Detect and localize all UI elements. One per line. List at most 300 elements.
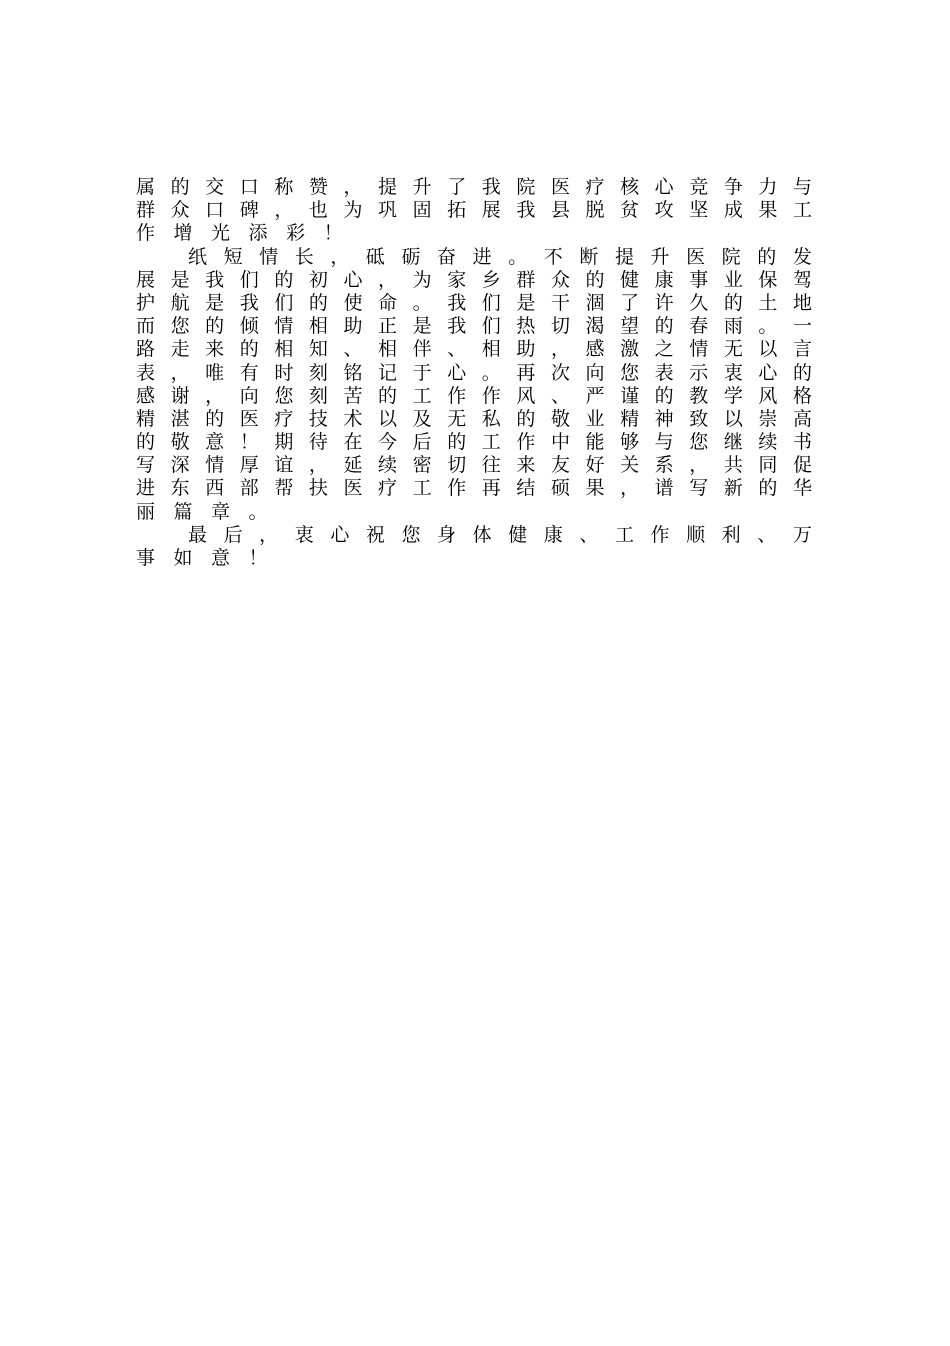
text-char: 、	[550, 384, 570, 407]
text-line	[136, 222, 812, 245]
text-char: 以	[758, 338, 778, 361]
text-char: 再	[516, 361, 536, 384]
text-char: 精	[136, 407, 156, 430]
text-char: 伴	[412, 338, 432, 361]
text-char: 家	[447, 268, 467, 291]
text-char: ，	[343, 176, 363, 198]
text-char: 我	[447, 315, 467, 338]
text-char: 情	[274, 315, 294, 338]
text-char: 感	[136, 384, 156, 407]
text-char: 好	[585, 454, 605, 477]
text-char: 、	[757, 523, 777, 546]
text-char: 核	[620, 176, 640, 198]
text-char: 之	[654, 338, 674, 361]
closing-line	[136, 524, 812, 547]
text-char: ，	[378, 268, 398, 291]
text-char: 学	[723, 384, 743, 407]
text-char: 为	[343, 199, 363, 222]
text-line	[136, 269, 812, 292]
text-char: ，	[550, 338, 570, 361]
text-char: 厚	[239, 454, 259, 477]
text-char: 崇	[758, 407, 778, 430]
text-line	[136, 315, 812, 338]
text-char: 湛	[170, 407, 190, 430]
text-char: 刻	[308, 384, 328, 407]
text-char: 西	[205, 477, 225, 500]
text-char: 。	[758, 315, 778, 338]
text-char: 奋	[437, 245, 457, 268]
text-char: 心	[330, 523, 350, 546]
text-char: 及	[412, 407, 432, 430]
text-char: 竞	[689, 176, 709, 198]
text-char: 您	[620, 361, 640, 384]
text-char: 使	[343, 291, 363, 314]
text-char: 关	[620, 454, 640, 477]
text-char: 争	[723, 176, 743, 198]
text-char: 展	[481, 199, 501, 222]
text-char: 康	[654, 268, 674, 291]
text-char: 属	[136, 176, 156, 198]
text-char: 延	[343, 454, 363, 477]
text-char: 贫	[620, 199, 640, 222]
text-char: 够	[620, 431, 640, 454]
text-char: ，	[205, 384, 225, 407]
text-char: 篇	[173, 500, 193, 523]
text-char: 我	[447, 291, 467, 314]
text-char: 众	[550, 268, 570, 291]
text-char: 地	[792, 291, 812, 314]
text-char: 固	[412, 199, 432, 222]
text-char: 作	[136, 222, 156, 245]
text-char: ，	[259, 523, 279, 546]
text-char: 的	[792, 361, 812, 384]
text-char: 以	[378, 407, 398, 430]
text-char: 疗	[585, 176, 605, 198]
text-char: 心	[654, 176, 674, 198]
text-char: 走	[170, 338, 190, 361]
text-char: 切	[550, 315, 570, 338]
text-char: 事	[689, 268, 709, 291]
text-char: 作	[650, 523, 670, 546]
text-char: 身	[437, 523, 457, 546]
text-char: 果	[758, 199, 778, 222]
text-char: 为	[412, 268, 432, 291]
text-char: 的	[516, 407, 536, 430]
text-char: 助	[343, 315, 363, 338]
text-char: 情	[259, 245, 279, 268]
text-char: 。	[412, 291, 432, 314]
text-char: 坚	[689, 199, 709, 222]
text-char: 航	[170, 291, 190, 314]
text-char: 意	[211, 547, 231, 569]
text-char: 继	[723, 431, 743, 454]
text-char: 的	[654, 315, 674, 338]
text-char: 铭	[343, 361, 363, 384]
text-char: ，	[620, 477, 640, 500]
text-char: 今	[378, 431, 398, 454]
text-char: 的	[205, 407, 225, 430]
text-char: 次	[550, 361, 570, 384]
text-char: 的	[274, 268, 294, 291]
text-char: 向	[585, 361, 605, 384]
text-char: 唯	[205, 361, 225, 384]
text-char: 以	[723, 407, 743, 430]
text-char: 医	[343, 477, 363, 500]
text-char: 如	[173, 547, 193, 569]
text-char: 相	[378, 338, 398, 361]
text-char: 致	[689, 407, 709, 430]
text-char: 断	[579, 245, 599, 268]
text-char: 升	[650, 245, 670, 268]
text-char: 光	[211, 222, 231, 245]
text-char: 称	[274, 176, 294, 198]
text-char: ！	[323, 222, 343, 245]
letter-body	[136, 176, 812, 570]
text-char: 土	[758, 291, 778, 314]
text-char: 工	[412, 384, 432, 407]
text-char: 的	[205, 315, 225, 338]
text-char: 丽	[136, 500, 156, 523]
text-line	[136, 199, 812, 222]
text-char: 群	[516, 268, 536, 291]
text-char: 来	[516, 454, 536, 477]
text-char: 正	[378, 315, 398, 338]
text-char: 扶	[308, 477, 328, 500]
text-char: 心	[447, 361, 467, 384]
text-char: 您	[401, 523, 421, 546]
text-char: 密	[412, 454, 432, 477]
text-char: 帮	[274, 477, 294, 500]
text-char: 祝	[365, 523, 385, 546]
text-char: 无	[723, 338, 743, 361]
text-char: 也	[308, 199, 328, 222]
text-char: ，	[689, 454, 709, 477]
text-char: ，	[274, 199, 294, 222]
text-char: 院	[516, 176, 536, 198]
text-char: 刻	[308, 361, 328, 384]
text-char: 利	[721, 523, 741, 546]
text-char: 华	[792, 477, 812, 500]
text-char: 体	[472, 523, 492, 546]
text-char: 乡	[481, 268, 501, 291]
text-char: 赞	[308, 176, 328, 198]
text-char: 医	[239, 407, 259, 430]
text-char: 望	[620, 315, 640, 338]
text-char: 是	[205, 291, 225, 314]
text-char: 脱	[585, 199, 605, 222]
text-char: 力	[758, 176, 778, 198]
text-line	[136, 385, 812, 408]
text-char: 深	[170, 454, 190, 477]
text-char: 能	[585, 431, 605, 454]
text-char: 彩	[286, 222, 306, 245]
text-char: 相	[274, 338, 294, 361]
text-char: 苦	[343, 384, 363, 407]
text-char: 来	[205, 338, 225, 361]
text-char: 长	[294, 245, 314, 268]
text-char: 顺	[686, 523, 706, 546]
text-char: 久	[689, 291, 709, 314]
text-char: 衷	[294, 523, 314, 546]
text-char: 许	[654, 291, 674, 314]
text-char: 我	[205, 268, 225, 291]
text-char: 的	[585, 268, 605, 291]
closing-line-end	[136, 547, 812, 570]
text-char: 是	[170, 268, 190, 291]
text-char: 促	[792, 454, 812, 477]
text-char: 有	[239, 361, 259, 384]
text-char: 敬	[550, 407, 570, 430]
text-char: 的	[758, 477, 778, 500]
text-char: 示	[689, 361, 709, 384]
text-char: 风	[516, 384, 536, 407]
text-char: 口	[239, 176, 259, 198]
text-char: 春	[689, 315, 709, 338]
text-char: 向	[239, 384, 259, 407]
text-char: 果	[585, 477, 605, 500]
text-char: 硕	[550, 477, 570, 500]
text-char: 、	[343, 338, 363, 361]
text-char: 知	[308, 338, 328, 361]
text-char: 切	[447, 454, 467, 477]
text-char: 书	[792, 431, 812, 454]
text-char: 与	[654, 431, 674, 454]
text-char: 表	[136, 361, 156, 384]
text-char: 格	[792, 384, 812, 407]
text-char: 升	[412, 176, 432, 198]
text-char: 不	[543, 245, 563, 268]
text-char: 心	[343, 268, 363, 291]
text-char: 业	[585, 407, 605, 430]
text-char: 的	[378, 384, 398, 407]
text-char: 万	[792, 523, 812, 546]
text-char: 一	[792, 315, 812, 338]
text-char: 砥	[365, 245, 385, 268]
text-char: 您	[689, 431, 709, 454]
text-char: 中	[550, 431, 570, 454]
text-char: 事	[136, 547, 156, 569]
text-char: 干	[550, 291, 570, 314]
text-char: 倾	[239, 315, 259, 338]
text-char: 同	[758, 454, 778, 477]
text-char: 情	[689, 338, 709, 361]
text-char: 期	[274, 431, 294, 454]
text-char: 作	[481, 384, 501, 407]
text-char: 的	[239, 338, 259, 361]
text-line	[136, 292, 812, 315]
text-line	[136, 477, 812, 500]
text-char: 短	[223, 245, 243, 268]
text-char: 。	[248, 500, 268, 523]
text-char: 再	[481, 477, 501, 500]
text-char: 工	[614, 523, 634, 546]
paragraph-start-line	[136, 246, 812, 269]
text-char: 作	[447, 477, 467, 500]
text-char: 无	[447, 407, 467, 430]
text-char: 新	[723, 477, 743, 500]
text-char: 我	[481, 176, 501, 198]
text-char: 路	[136, 338, 156, 361]
text-char: 激	[620, 338, 640, 361]
text-char: 医	[686, 245, 706, 268]
text-char: 疗	[378, 477, 398, 500]
text-char: 续	[758, 431, 778, 454]
text-char: 展	[136, 268, 156, 291]
text-char: 您	[170, 315, 190, 338]
text-char: 拓	[447, 199, 467, 222]
text-char: 工	[792, 199, 812, 222]
text-char: 。	[508, 245, 528, 268]
text-char: 进	[136, 477, 156, 500]
text-char: 谨	[620, 384, 640, 407]
text-char: 我	[239, 291, 259, 314]
text-char: 攻	[654, 199, 674, 222]
text-char: 涸	[585, 291, 605, 314]
text-char: 衷	[723, 361, 743, 384]
text-char: 众	[170, 199, 190, 222]
text-char: 的	[654, 384, 674, 407]
text-char: 表	[654, 361, 674, 384]
text-char: 风	[758, 384, 778, 407]
text-char: 工	[412, 477, 432, 500]
text-line	[136, 176, 812, 199]
text-char: 在	[343, 431, 363, 454]
text-char: 发	[792, 245, 812, 268]
text-char: 相	[308, 315, 328, 338]
text-char: 进	[472, 245, 492, 268]
text-char: 提	[378, 176, 398, 198]
text-line	[136, 338, 812, 361]
text-char: 我	[516, 199, 536, 222]
text-char: 您	[274, 384, 294, 407]
text-char: 们	[481, 315, 501, 338]
text-char: 谊	[274, 454, 294, 477]
text-char: 是	[516, 291, 536, 314]
text-char: 医	[550, 176, 570, 198]
text-char: 敬	[170, 431, 190, 454]
text-char: 的	[757, 245, 777, 268]
text-char: 院	[721, 245, 741, 268]
text-char: 写	[136, 454, 156, 477]
text-char: 健	[508, 523, 528, 546]
text-char: 作	[516, 431, 536, 454]
text-char: 意	[205, 431, 225, 454]
text-char: 精	[620, 407, 640, 430]
text-char: 纸	[188, 245, 208, 268]
text-char: 情	[205, 454, 225, 477]
text-char: 县	[550, 199, 570, 222]
text-char: 共	[723, 454, 743, 477]
text-char: 高	[792, 407, 812, 430]
text-char: 严	[585, 384, 605, 407]
text-char: 教	[689, 384, 709, 407]
text-char: 的	[308, 291, 328, 314]
text-char: 巩	[378, 199, 398, 222]
text-char: 增	[173, 222, 193, 245]
text-line	[136, 454, 812, 477]
text-char: ，	[330, 245, 350, 268]
text-char: 碑	[239, 199, 259, 222]
text-char: 的	[723, 291, 743, 314]
text-char: 了	[447, 176, 467, 198]
text-char: 的	[136, 431, 156, 454]
text-line	[136, 408, 812, 431]
text-char: 工	[481, 431, 501, 454]
text-char: 驾	[792, 268, 812, 291]
text-char: 神	[654, 407, 674, 430]
text-char: 砺	[401, 245, 421, 268]
text-char: 、	[447, 338, 467, 361]
text-char: 续	[378, 454, 398, 477]
text-char: 渴	[585, 315, 605, 338]
text-char: 疗	[274, 407, 294, 430]
text-char: 作	[447, 384, 467, 407]
text-char: 。	[481, 361, 501, 384]
text-char: 们	[239, 268, 259, 291]
text-char: 后	[412, 431, 432, 454]
text-char: 是	[412, 315, 432, 338]
text-char: 于	[412, 361, 432, 384]
text-char: 部	[239, 477, 259, 500]
text-char: 感	[585, 338, 605, 361]
text-char: 成	[723, 199, 743, 222]
text-char: 结	[516, 477, 536, 500]
text-char: 系	[654, 454, 674, 477]
text-char: ！	[239, 431, 259, 454]
text-char: 谢	[170, 384, 190, 407]
text-char: 提	[614, 245, 634, 268]
text-char: ！	[248, 547, 268, 569]
text-char: 技	[308, 407, 328, 430]
text-line	[136, 431, 812, 454]
text-char: 与	[792, 176, 812, 198]
text-char: 最	[188, 523, 208, 546]
text-char: 添	[248, 222, 268, 245]
text-char: 业	[723, 268, 743, 291]
text-char: 写	[689, 477, 709, 500]
text-char: 们	[481, 291, 501, 314]
text-char: 护	[136, 291, 156, 314]
text-char: 交	[205, 176, 225, 198]
text-char: 、	[579, 523, 599, 546]
text-line	[136, 501, 812, 524]
text-char: 们	[274, 291, 294, 314]
text-char: 相	[481, 338, 501, 361]
text-char: 术	[343, 407, 363, 430]
text-char: 助	[516, 338, 536, 361]
text-char: 的	[170, 176, 190, 198]
text-char: 的	[447, 431, 467, 454]
text-char: 口	[205, 199, 225, 222]
text-char: 命	[378, 291, 398, 314]
text-char: 章	[211, 500, 231, 523]
text-char: 私	[481, 407, 501, 430]
text-char: 后	[223, 523, 243, 546]
text-char: 群	[136, 199, 156, 222]
text-char: 言	[792, 338, 812, 361]
text-char: 健	[620, 268, 640, 291]
text-char: 热	[516, 315, 536, 338]
text-char: 康	[543, 523, 563, 546]
text-char: 时	[274, 361, 294, 384]
text-char: ，	[308, 454, 328, 477]
text-char: 记	[378, 361, 398, 384]
text-char: ，	[170, 361, 190, 384]
text-char: 初	[308, 268, 328, 291]
text-char: 往	[481, 454, 501, 477]
text-char: 而	[136, 315, 156, 338]
text-char: 雨	[723, 315, 743, 338]
